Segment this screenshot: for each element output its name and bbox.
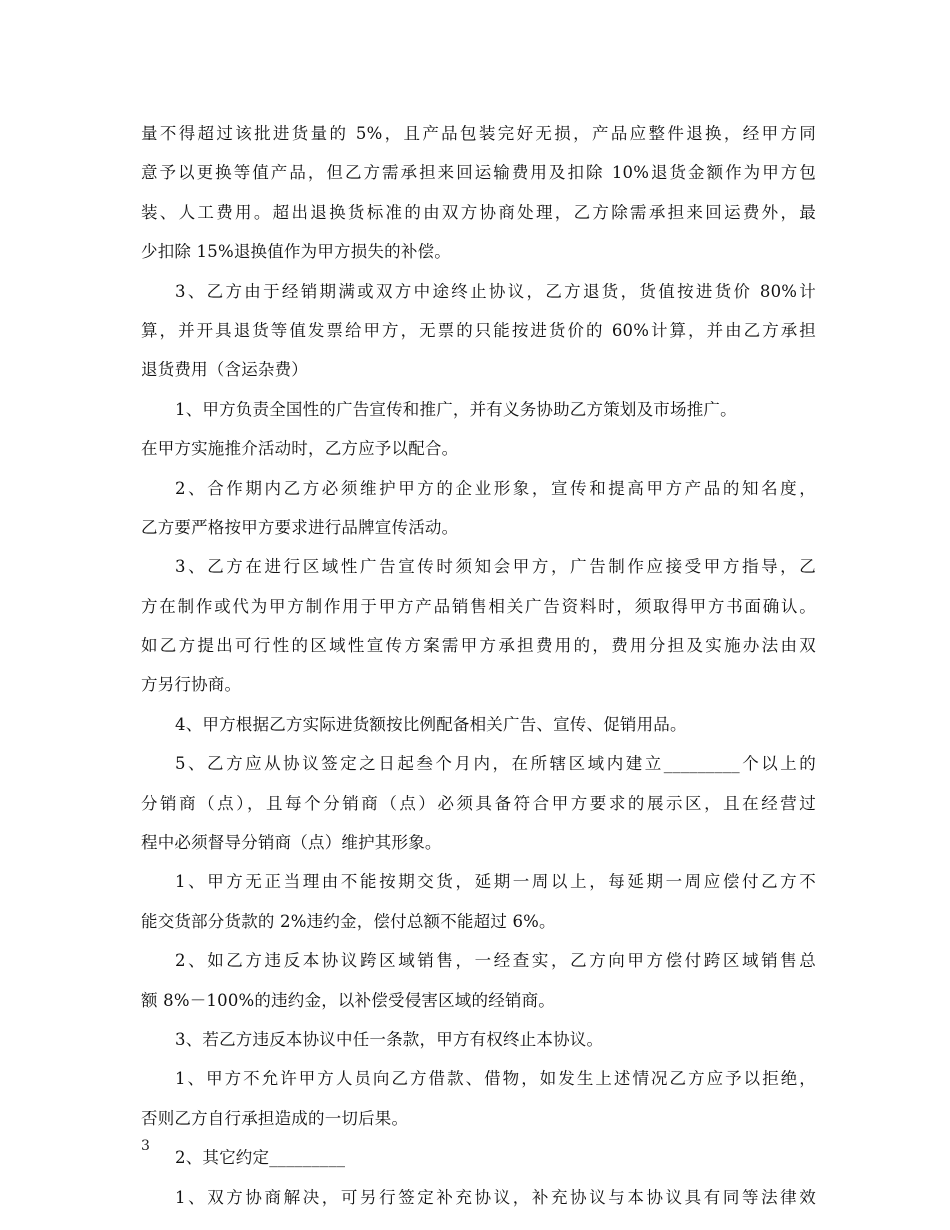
text-line: 2、如乙方违反本协议跨区域销售，一经查实，乙方向甲方偿付跨区域销售总	[175, 951, 816, 971]
text-line: 方在制作或代为甲方制作用于甲方产品销售相关广告资料时，须取得甲方书面确认。	[141, 596, 816, 616]
page-number: 3	[141, 1138, 150, 1154]
text-line: 装、人工费用。超出退换货标准的由双方协商处理，乙方除需承担来回运费外，最	[141, 202, 816, 222]
text-line: 分销商（点），且每个分销商（点）必须具备符合甲方要求的展示区，且在经营过	[141, 793, 816, 813]
text-line: 1、甲方不允许甲方人员向乙方借款、借物，如发生上述情况乙方应予以拒绝，	[175, 1069, 816, 1089]
text-line: 3、若乙方违反本协议中任一条款，甲方有权终止本协议。	[175, 1029, 604, 1049]
text-line: 算，并开具退货等值发票给甲方，无票的只能按进货价的 60%计算，并由乙方承担	[141, 320, 816, 340]
text-line: 1、甲方负责全国性的广告宣传和推广，并有义务协助乙方策划及市场推广。	[175, 399, 737, 419]
text-line: 量不得超过该批进货量的 5%，且产品包装完好无损，产品应整件退换，经甲方同	[141, 124, 816, 143]
text-line: 额 8%－100%的违约金，以补偿受侵害区域的经销商。	[141, 990, 555, 1010]
text-line: 1、甲方无正当理由不能按期交货，延期一周以上，每延期一周应偿付乙方不	[175, 872, 816, 892]
text-line: 3、乙方在进行区域性广告宣传时须知会甲方，广告制作应接受甲方指导，乙	[175, 557, 816, 577]
text-line: 在甲方实施推介活动时，乙方应予以配合。	[141, 439, 459, 459]
text-line: 方另行协商。	[141, 675, 242, 695]
document-body	[141, 114, 816, 1217]
text-line: 4、甲方根据乙方实际进货额按比例配备相关广告、宣传、促销用品。	[175, 714, 687, 734]
text-line: 程中必须督导分销商（点）维护其形象。	[141, 833, 442, 853]
text-line: 3、乙方由于经销期满或双方中途终止协议，乙方退货，货值按进货价 80%计	[175, 281, 816, 301]
text-line: 1、双方协商解决，可另行签定补充协议，补充协议与本协议具有同等法律效	[175, 1187, 816, 1207]
text-line: 能交货部分货款的 2%违约金，偿付总额不能超过 6%。	[141, 911, 556, 931]
text-line: 否则乙方自行承担造成的一切后果。	[141, 1108, 409, 1128]
text-line: 2、合作期内乙方必须维护甲方的企业形象，宣传和提高甲方产品的知名度，	[175, 478, 816, 498]
text-line: 意予以更换等值产品，但乙方需承担来回运输费用及扣除 10%退货金额作为甲方包	[141, 163, 816, 183]
text-line: 退货费用（含运杂费）	[141, 360, 308, 380]
text-line: 5、乙方应从协议签定之日起叁个月内，在所辖区域内建立_________个以上的	[175, 754, 816, 774]
text-line: 如乙方提出可行性的区域性宣传方案需甲方承担费用的，费用分担及实施办法由双	[141, 636, 816, 656]
text-line: 乙方要严格按甲方要求进行品牌宣传活动。	[141, 517, 459, 537]
text-line: 少扣除 15%退换值作为甲方损失的补偿。	[141, 242, 451, 262]
text-line: 2、其它约定_________	[175, 1148, 346, 1168]
